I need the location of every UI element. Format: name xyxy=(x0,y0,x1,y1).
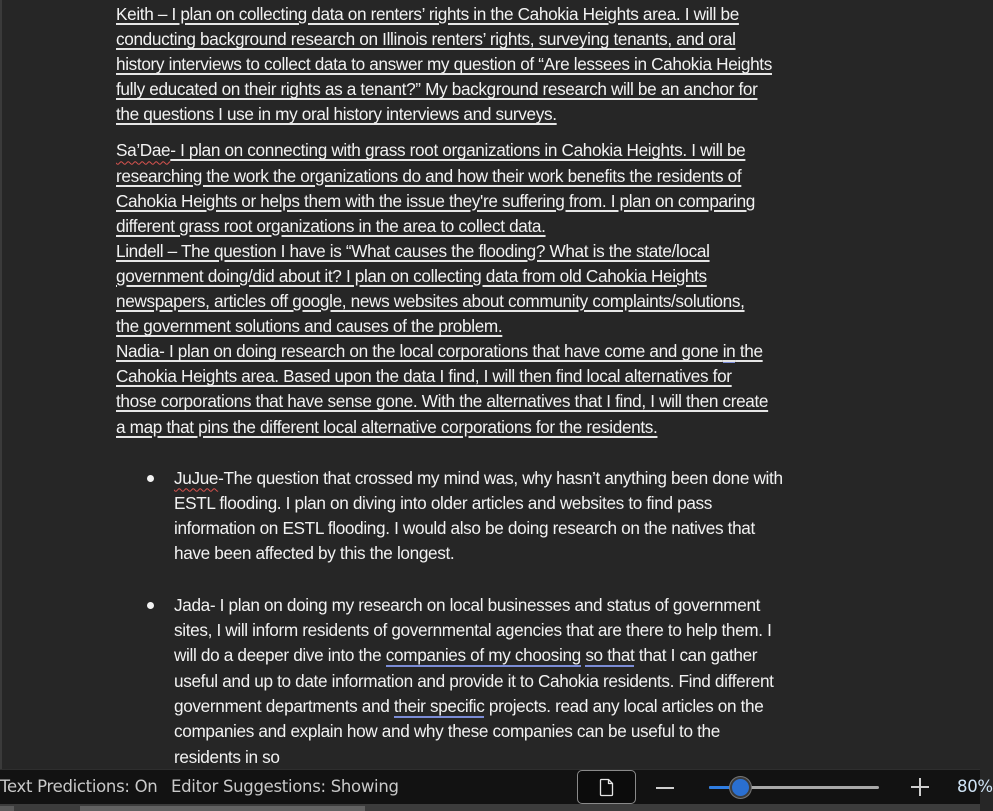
bullet-icon xyxy=(147,602,154,609)
text-line: sites, I will inform residents of governmental agencies that are there to help them. I xyxy=(174,620,772,641)
taskbar-edge xyxy=(0,804,980,811)
grammar-flagged-phrase[interactable]: companies of my choosing xyxy=(385,645,581,666)
text-line: residents in so xyxy=(174,746,280,767)
text-line: Keith – I plan on collecting data on renters’ rights in the Cahokia Heights area. I will be xyxy=(116,4,739,24)
text-line: -The question that crossed my mind was, why hasn’t anything been done with xyxy=(218,467,783,488)
zoom-in-button[interactable] xyxy=(911,778,929,796)
zoom-level[interactable]: 80% xyxy=(957,777,993,796)
text-line: history interviews to collect data to answer my question of “Are lessees in Cahokia Heights xyxy=(116,54,772,75)
paragraph-spacing xyxy=(116,127,876,138)
spelling-flagged-word[interactable]: Sa’Dae xyxy=(116,140,171,161)
text-line: projects. read any local articles on the xyxy=(484,695,764,716)
focus-view-button[interactable] xyxy=(577,770,636,804)
status-bar xyxy=(0,769,993,804)
paragraph-nadia[interactable] xyxy=(116,339,876,439)
text-line: Cahokia Heights or helps them with the issue they're suffering from. I plan on comparing xyxy=(116,190,756,211)
bullet-icon xyxy=(147,475,154,482)
text-line: that I can gather xyxy=(634,645,758,666)
text-line: Jada- I plan on doing my research on local businesses and status of government xyxy=(174,594,761,615)
text-line: different grass root organizations in the area to collect data. xyxy=(116,215,546,236)
zoom-out-button[interactable] xyxy=(656,787,674,789)
text-line: ESTL flooding. I plan on diving into older articles and websites to find pass xyxy=(174,492,713,513)
bullet-list xyxy=(116,466,876,770)
paragraph-sadae[interactable] xyxy=(116,138,876,238)
text-line: Nadia- I plan on doing research on the local corporations that have come and gone xyxy=(116,341,723,362)
text-line: Cahokia Heights area. Based upon the data I find, I will then find local alternatives for xyxy=(116,366,732,387)
text-line: fully educated on their rights as a tenant?” My background research will be an anchor for xyxy=(116,79,758,100)
text-line: government departments and xyxy=(174,695,394,716)
document-page[interactable] xyxy=(116,2,876,770)
text-line: Lindell – The question I have is “What causes the flooding? What is the state/local xyxy=(116,240,710,261)
paragraph-spacing xyxy=(116,567,876,593)
spelling-flagged-word[interactable]: JuJue xyxy=(174,467,219,488)
text-line: useful and up to date information and provide it to Cahokia residents. Find different xyxy=(174,670,774,691)
taskbar-segment xyxy=(80,806,365,811)
text-line: researching the work the organizations do and how their work benefits the residents of xyxy=(116,165,742,186)
taskbar-segment xyxy=(0,806,14,811)
text-line: newspapers, articles off google, news websites about community complaints/solutions, xyxy=(116,291,745,312)
grammar-flagged-word[interactable]: in xyxy=(722,341,736,362)
bullet-item-jada[interactable] xyxy=(116,593,876,770)
text-line: those corporations that have sense gone. With the alternatives that I find, I will then create xyxy=(116,391,769,412)
text-line: companies and explain how and why these companies can be useful to the xyxy=(174,721,720,742)
paragraph-keith[interactable] xyxy=(116,2,876,127)
bullet-item-jujue[interactable] xyxy=(116,466,876,567)
text-line: information on ESTL flooding. I would also be doing research on the natives that xyxy=(174,518,755,539)
text-line: will do a deeper dive into the xyxy=(174,645,386,666)
text-line: conducting background research on Illinois renters’ rights, surveying tenants, and oral xyxy=(116,29,736,50)
text-line: the xyxy=(735,341,763,362)
editor-suggestions-status[interactable]: Editor Suggestions: Showing xyxy=(171,777,399,796)
text-line: the questions I use in my oral history interviews and surveys. xyxy=(116,104,557,125)
zoom-slider-thumb[interactable] xyxy=(730,777,751,798)
grammar-flagged-phrase[interactable]: so that xyxy=(585,645,635,666)
text-line: a map that pins the different local alternative corporations for the residents. xyxy=(116,416,658,437)
text-line: government doing/did about it? I plan on collecting data from old Cahokia Heights xyxy=(116,265,707,286)
paragraph-spacing xyxy=(116,440,876,466)
paragraph-lindell[interactable] xyxy=(116,239,876,339)
text-line: the government solutions and causes of the problem. xyxy=(116,316,503,337)
zoom-slider[interactable] xyxy=(709,786,879,789)
grammar-flagged-phrase[interactable]: their specific xyxy=(393,695,485,716)
text-line: - I plan on connecting with grass root organizations in Cahokia Heights. I will be xyxy=(170,140,746,161)
text-predictions-status[interactable]: Text Predictions: On xyxy=(0,777,158,796)
page-icon xyxy=(599,778,614,797)
text-line: have been affected by this the longest. xyxy=(174,543,455,564)
